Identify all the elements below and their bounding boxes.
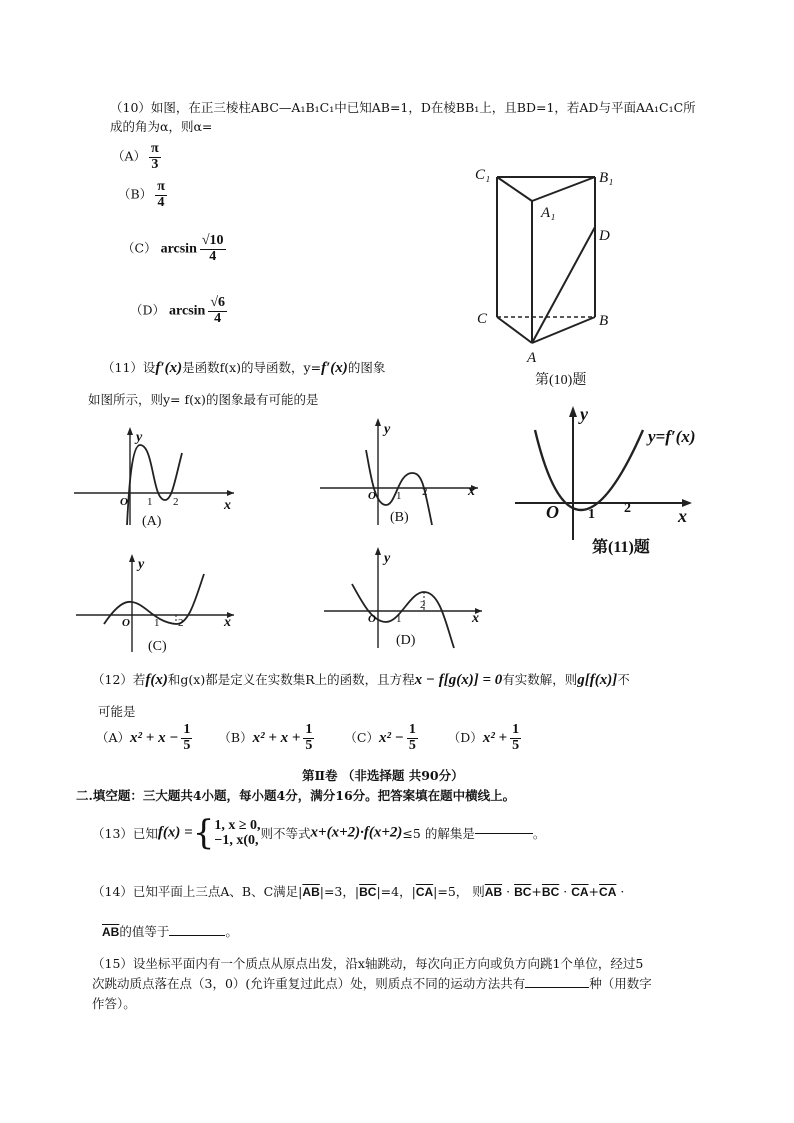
q14-line2: $\overline{AB}$的值等于 。 bbox=[102, 924, 238, 939]
graph-a bbox=[72, 425, 242, 530]
q10-option-b: （B） $\frac{\pi}{4}$ bbox=[118, 179, 165, 210]
q10-number: （10） bbox=[110, 100, 151, 115]
q14-answer-blank[interactable] bbox=[169, 935, 225, 936]
q13-line: （13）已知f(x) ={ 1, x ≥ 0, −1, x(0, 则不等式x+(x+2)·f(x+2)≤5 的解集是 。 bbox=[92, 813, 546, 853]
label-c: C bbox=[477, 311, 488, 327]
svg-text:x: x bbox=[472, 611, 479, 626]
graph-d-label: (D) bbox=[396, 633, 416, 648]
svg-text:O: O bbox=[546, 502, 559, 522]
svg-text:2: 2 bbox=[178, 617, 184, 629]
svg-text:2: 2 bbox=[420, 599, 426, 611]
svg-text:1: 1 bbox=[154, 617, 160, 629]
figure-11-caption: 第(11)题 bbox=[592, 539, 650, 556]
label-a: A bbox=[527, 350, 537, 366]
q15-line1: （15）设坐标平面内有一个质点从原点出发，沿x轴跳动，每次向正方向或负方向跳1个单位，经过5 bbox=[92, 956, 644, 971]
label-b1: B₁ bbox=[599, 170, 614, 186]
q12-option-d: （D）x² + $\frac{1}{5}$ bbox=[447, 722, 520, 753]
graph-b bbox=[318, 415, 488, 530]
graph-c-label: (C) bbox=[148, 639, 167, 654]
svg-text:x: x bbox=[224, 498, 231, 513]
svg-text:2: 2 bbox=[173, 496, 179, 508]
q10-stem-2: 成的角为α，则α= bbox=[110, 119, 213, 134]
svg-text:y: y bbox=[580, 404, 588, 424]
svg-text:y: y bbox=[138, 557, 145, 572]
svg-text:y: y bbox=[384, 422, 391, 437]
q12-option-c: （C）x² − $\frac{1}{5}$ bbox=[344, 722, 416, 753]
q11-line1: （11）设f′(x)是函数f(x)的导函数，y=f′(x)的图象 bbox=[102, 360, 386, 376]
ref-curve-label: y=f′(x) bbox=[648, 427, 696, 446]
label-c1: C₁ bbox=[475, 167, 491, 183]
svg-text:2: 2 bbox=[624, 501, 631, 516]
q10-line1 bbox=[110, 98, 696, 116]
svg-text:y: y bbox=[136, 430, 143, 445]
q10-option-d: （D） arcsin $\frac{√6}{4}$ bbox=[130, 295, 226, 326]
q12-line1: （12）若f(x)和g(x)都是定义在实数集R上的函数，且方程x − f[g(x)] = 0有实数解，则g[f(x)]不 bbox=[92, 672, 630, 688]
graph-d bbox=[322, 544, 492, 654]
graph-b-label: (B) bbox=[390, 510, 409, 525]
svg-text:x: x bbox=[678, 506, 687, 526]
q12-option-b: （B）x² + x + $\frac{1}{5}$ bbox=[218, 722, 313, 753]
figure-10-caption: 第(10)题 bbox=[535, 373, 587, 388]
svg-text:1: 1 bbox=[396, 613, 402, 625]
svg-text:1: 1 bbox=[588, 507, 595, 522]
svg-text:x: x bbox=[468, 484, 475, 499]
section-heading: 二.填空题：三大题共4小题，每小题4分，满分16分。把答案填在题中横线上。 bbox=[76, 788, 516, 803]
q13-answer-blank[interactable] bbox=[475, 833, 533, 834]
q12-option-a: （A）x² + x − $\frac{1}{5}$ bbox=[96, 722, 191, 753]
graph-c bbox=[74, 552, 244, 657]
q10-option-c: （C） arcsin $\frac{√10}{4}$ bbox=[122, 233, 224, 264]
q12-line2: 可能是 bbox=[98, 704, 136, 719]
q10-option-a: （A） $\frac{\pi}{3}$ bbox=[112, 141, 159, 172]
label-b: B bbox=[599, 313, 609, 329]
svg-text:O: O bbox=[122, 617, 130, 629]
svg-text:x: x bbox=[224, 615, 231, 630]
svg-text:y: y bbox=[384, 551, 391, 566]
section-title: 第Ⅱ卷 （非选择题 共90分） bbox=[302, 768, 464, 783]
label-a1: A₁ bbox=[541, 205, 556, 221]
graph-a-label: (A) bbox=[142, 514, 162, 529]
svg-text:1: 1 bbox=[396, 490, 402, 502]
svg-text:2: 2 bbox=[422, 486, 428, 498]
graph-reference bbox=[510, 400, 740, 568]
svg-text:O: O bbox=[368, 613, 376, 625]
q15-line3: 作答）。 bbox=[92, 996, 136, 1011]
q11-line2: 如图所示，则y= f(x)的图象最有可能的是 bbox=[88, 392, 319, 407]
svg-text:O: O bbox=[368, 490, 376, 502]
q14-line1: （14）已知平面上三点A、B、C满足$|\overline{AB}|=3$，$|\overline{BC}|=4$，$|\overline{CA}|=5$， 则$\overline{AB} \cdot \overline{BC}+\overline{BC} \cdot \overline{CA}+\overline{CA}$ · bbox=[92, 884, 625, 899]
prism-figure bbox=[465, 155, 645, 390]
q15-answer-blank[interactable] bbox=[525, 987, 589, 988]
svg-text:O: O bbox=[120, 496, 128, 508]
q12-options bbox=[96, 723, 521, 753]
svg-text:1: 1 bbox=[147, 496, 153, 508]
q15-line2: 次跳动质点落在点（3，0）(允许重复过此点）处，则质点不同的运动方法共有 种（用数字 bbox=[92, 976, 652, 991]
q10-stem-1: 如图，在正三棱柱ABC—A₁B₁C₁中已知AB=1，D在棱BB₁上，且BD=1，若AD与平面AA₁C₁C所 bbox=[150, 100, 696, 115]
label-d: D bbox=[599, 228, 610, 244]
